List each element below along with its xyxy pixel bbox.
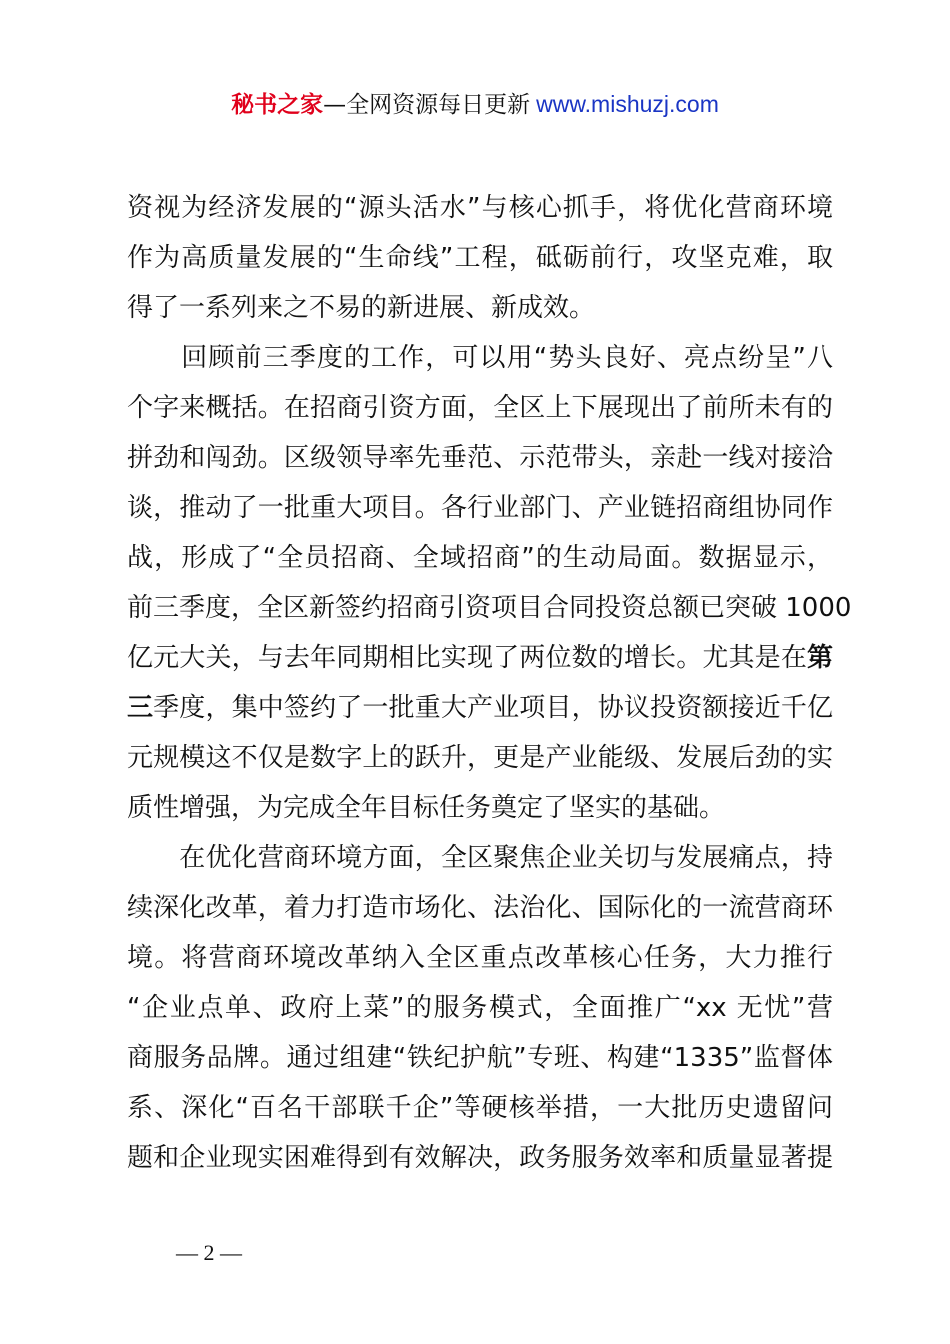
bold-text: 第: [806, 643, 833, 673]
header-tagline: —全网资源每日更新: [323, 92, 531, 118]
paragraph-1-line: 资视为经济发展的“源头活水”与核心抓手，将优化营商环境: [127, 193, 833, 223]
line-text: 季度，集中签约了一批重大产业项目，协议投资额接近千亿: [153, 693, 833, 723]
bold-text: 三: [127, 693, 154, 723]
brand-name: 秘书之家: [231, 92, 324, 118]
paragraph-1-line: 得了一系列来之不易的新进展、新成效。: [127, 293, 596, 323]
document-body: [127, 183, 852, 1183]
site-url-link[interactable]: www.mishuzj.com: [536, 91, 719, 117]
paragraph-3-line: 题和企业现实困难得到有效解决，政务服务效率和质量显著提: [127, 1143, 833, 1173]
paragraph-3-line: 续深化改革，着力打造市场化、法治化、国际化的一流营商环: [127, 893, 833, 923]
paragraph-2-line: 谈，推动了一批重大项目。各行业部门、产业链招商组协同作: [127, 493, 833, 523]
paragraph-2-line: 个字来概括。在招商引资方面，全区上下展现出了前所未有的: [127, 393, 833, 423]
line-text: 亿元大关，与去年同期相比实现了两位数的增长。尤其是在: [127, 643, 807, 673]
paragraph-2-line: [127, 633, 833, 683]
paragraph-3-line: 商服务品牌。通过组建“铁纪护航”专班、构建“1335”监督体: [127, 1043, 833, 1073]
paragraph-2-line: 元规模这不仅是数字上的跃升，更是产业能级、发展后劲的实: [127, 743, 833, 773]
paragraph-3-line: 境。将营商环境改革纳入全区重点改革核心任务，大力推行: [127, 943, 833, 973]
paragraph-3-line: 在优化营商环境方面，全区聚焦企业关切与发展痛点，持: [127, 843, 833, 873]
paragraph-2-line: 质性增强，为完成全年目标任务奠定了坚实的基础。: [127, 793, 726, 823]
paragraph-2-line: 战，形成了“全员招商、全域招商”的生动局面。数据显示，: [127, 543, 833, 573]
paragraph-2-line: [127, 683, 833, 733]
site-header: [0, 86, 950, 123]
page-number: — 2 —: [176, 1240, 242, 1265]
paragraph-2-line: 前三季度，全区新签约招商引资项目合同投资总额已突破 1000: [127, 593, 852, 623]
paragraph-1-line: 作为高质量发展的“生命线”工程，砥砺前行，攻坚克难，取: [127, 243, 833, 273]
paragraph-3-line: “企业点单、政府上菜”的服务模式，全面推广“xx 无忧”营: [127, 993, 833, 1023]
paragraph-3-line: 系、深化“百名干部联千企”等硬核举措，一大批历史遗留问: [127, 1093, 833, 1123]
paragraph-2-line: 拼劲和闯劲。区级领导率先垂范、示范带头，亲赴一线对接洽: [127, 443, 833, 473]
paragraph-2-line: 回顾前三季度的工作，可以用“势头良好、亮点纷呈”八: [127, 343, 833, 373]
